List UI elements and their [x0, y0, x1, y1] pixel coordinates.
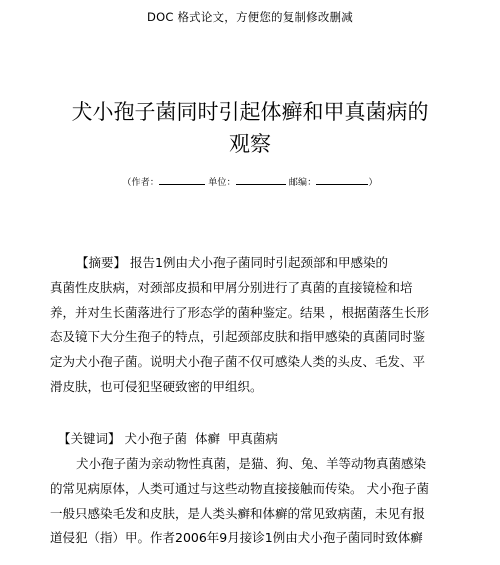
- keywords-line: [58, 427, 458, 452]
- intro-line: 犬小孢子菌为亲动物性真菌，是猫、狗、兔、羊等动物真菌感染: [76, 456, 427, 471]
- abstract-line: 态及镜下大分生孢子的特点，引起颈部皮肤和指甲感染的真菌同时鉴: [50, 329, 426, 345]
- intro-section: [50, 452, 458, 551]
- abstract-section: [50, 251, 458, 400]
- paper-title: [40, 96, 460, 160]
- intro-line: 道侵犯（指）甲。作者2006年9月接诊1例由犬小孢子菌同时致体癣: [50, 530, 423, 546]
- abstract-line: 真菌性皮肤病，对颈部皮损和甲屑分别进行了真菌的直接镜检和培: [50, 279, 413, 295]
- keywords-text: 犬小孢子菌 体癣 甲真菌病: [124, 431, 278, 446]
- intro-line: 的常见病原体，人类可通过与这些动物直接接触而传染。 犬小孢子菌: [50, 480, 429, 496]
- unit-label: 单位：: [208, 178, 236, 188]
- title-line-2: 观察: [229, 132, 271, 156]
- keywords-label: 【关键词】: [58, 431, 121, 446]
- author-info-line: [0, 175, 500, 188]
- postcode-label: 邮编：: [288, 178, 317, 188]
- abstract-line: 养，并对生长菌落进行了形态学的菌种鉴定。结果 ，根据菌落生长形: [50, 304, 429, 320]
- abstract-line: 滑皮肤，也可侵犯坚硬致密的甲组织。: [50, 378, 263, 394]
- unit-blank: [236, 175, 286, 185]
- author-label: （作者：: [122, 178, 160, 188]
- postcode-blank: [316, 175, 368, 185]
- abstract-line: 定为犬小孢子菌。说明犬小孢子菌不仅可感染人类的头皮、毛发、平: [50, 354, 426, 370]
- title-line-1: 犬小孢子菌同时引起体癣和甲真菌病的: [71, 100, 429, 124]
- abstract-label: 【摘要】: [76, 255, 127, 270]
- abstract-line: 【摘要】 报告1例由犬小孢子菌同时引起颈部和甲感染的: [76, 255, 388, 270]
- header-note: DOC 格式论文，方便您的复制修改删减: [147, 10, 353, 24]
- author-line-close: ）: [368, 178, 378, 188]
- author-blank: [159, 175, 205, 185]
- intro-line: 一般只感染毛发和皮肤，是人类头癣和体癣的常见致病菌，未见有报: [50, 505, 426, 521]
